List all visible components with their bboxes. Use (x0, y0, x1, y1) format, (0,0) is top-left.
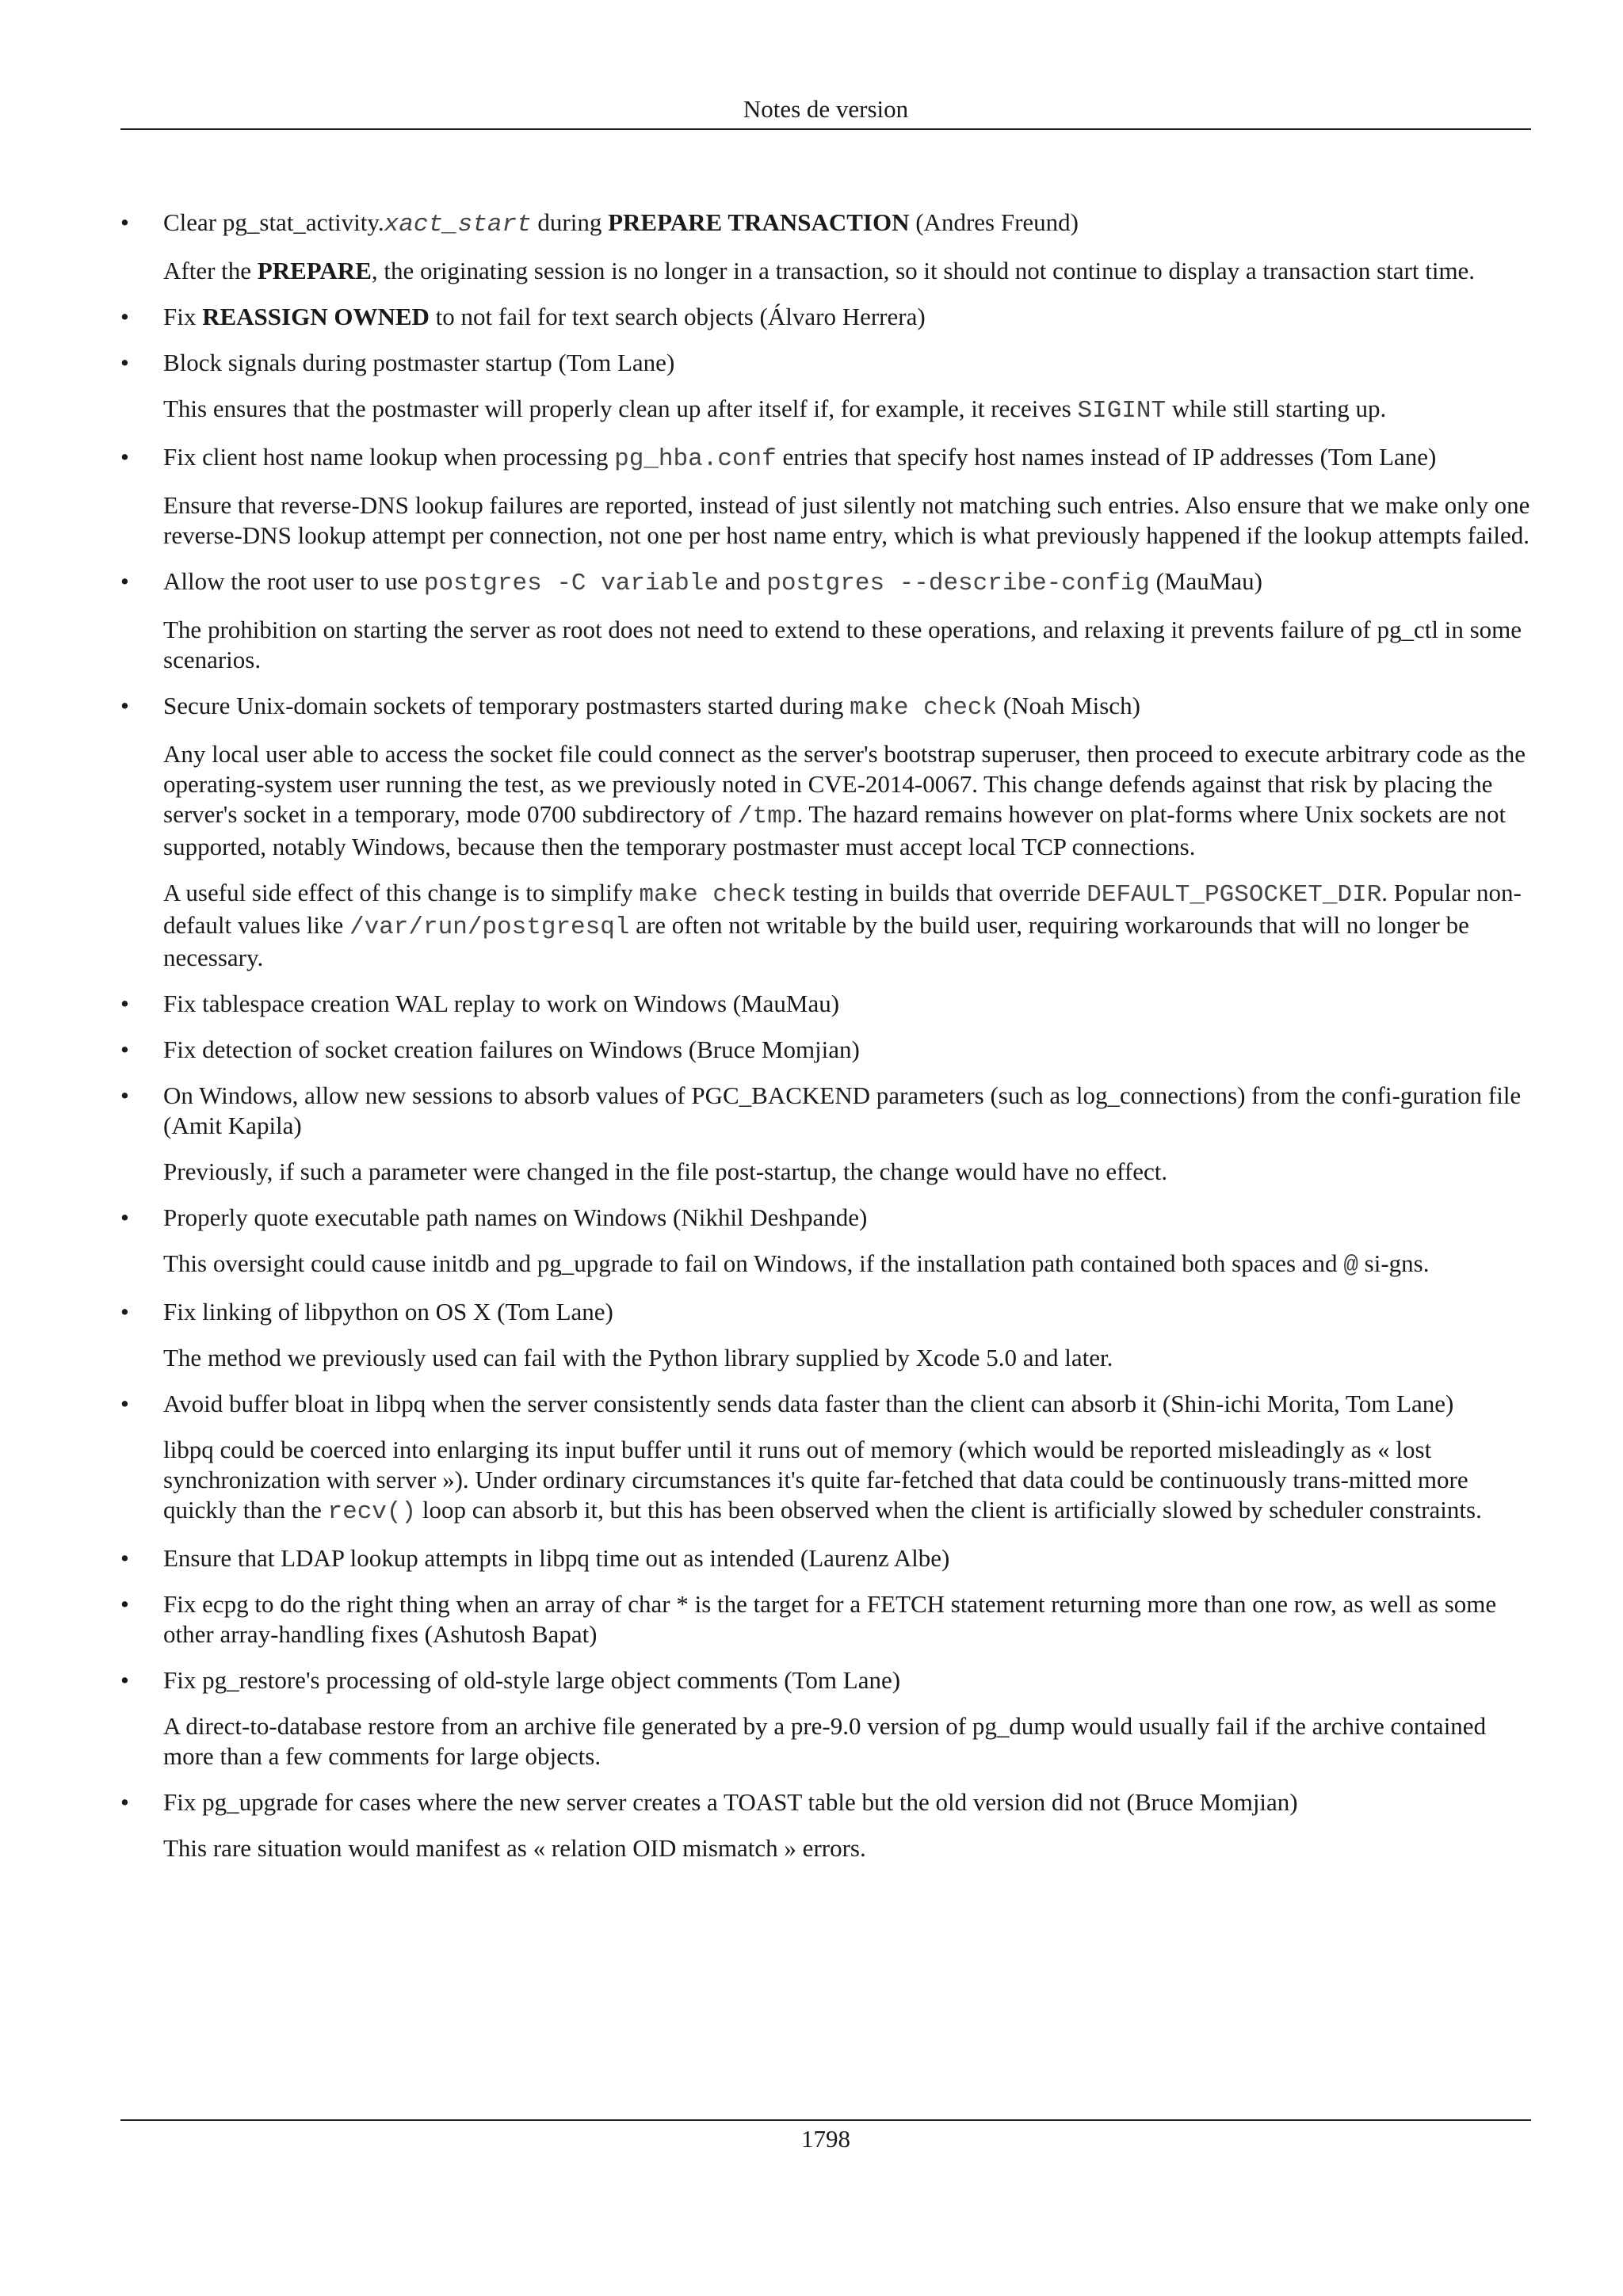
code-literal: /tmp (737, 803, 797, 830)
item-title: Ensure that LDAP lookup attempts in libpq time out as intended (Laurenz Albe) (163, 1544, 950, 1572)
bullet-icon: • (120, 443, 129, 471)
item-title: On Windows, allow new sessions to absorb values of PGC_BACKEND parameters (such as log_connections) from the confi-guration file (Amit Kapila) (163, 1081, 1522, 1139)
item-title: Properly quote executable path names on Windows (Nikhil Deshpande) (163, 1203, 868, 1231)
list-item (120, 348, 1537, 426)
command-name: REASSIGN OWNED (202, 303, 430, 330)
item-description: Any local user able to access the socket file could connect as the server's bootstrap superuser, then proceed to execute arbitrary code as the operating-system user running the test, as we previously noted in CVE-2014-0067. This change defends against that risk by placing the server's socket in a temporary, mode 0700 subdirectory of /tmp. The hazard remains however on plat-forms where Unix sockets are not supported, notably Windows, because then the temporary postmaster must accept local TCP connections. (163, 740, 1526, 860)
list-item (120, 1787, 1537, 1863)
list-item (120, 1543, 1537, 1573)
item-title: Secure Unix-domain sockets of temporary postmasters started during make check (Noah Misch) (163, 692, 1140, 722)
code-field: xact_start (384, 211, 532, 238)
code-literal: recv() (327, 1498, 417, 1526)
list-item (120, 1203, 1537, 1281)
bullet-icon: • (120, 1544, 129, 1572)
bullet-icon: • (120, 1035, 129, 1063)
code-literal: make check (639, 881, 787, 909)
item-title: Allow the root user to use postgres -C variable and postgres --describe-config (MauMau) (163, 567, 1262, 597)
bullet-icon: • (120, 1298, 129, 1325)
code-literal: @ (1343, 1252, 1358, 1280)
item-title: Block signals during postmaster startup (Tom Lane) (163, 349, 675, 376)
item-description: Ensure that reverse-DNS lookup failures are reported, instead of just silently not matching such entries. Also ensure that we make only one reverse-DNS lookup attempt per connection, not one per host name entry, which is what previously happened if the lookup attempts failed. (163, 491, 1530, 549)
item-description: The method we previously used can fail with the Python library supplied by Xcode 5.0 and later. (163, 1344, 1113, 1371)
bullet-icon: • (120, 349, 129, 376)
item-description: After the PREPARE, the originating session is no longer in a transaction, so it should not continue to display a transaction start time. (163, 257, 1476, 284)
list-item (120, 566, 1537, 675)
code-literal: postgres -C variable (423, 570, 719, 597)
bullet-icon: • (120, 567, 129, 595)
item-title: Avoid buffer bloat in libpq when the server consistently sends data faster than the client can absorb it (Shin-ichi Morita, Tom Lane) (163, 1390, 1454, 1417)
item-title: Fix ecpg to do the right thing when an array of char * is the target for a FETCH statement returning more than one row, as well as some other array-handling fixes (Ashutosh Bapat) (163, 1590, 1497, 1648)
bullet-icon: • (120, 303, 129, 330)
bullet-icon: • (120, 1203, 129, 1231)
item-title: Fix REASSIGN OWNED to not fail for text search objects (Álvaro Herrera) (163, 303, 926, 330)
bullet-icon: • (120, 1666, 129, 1694)
list-item (120, 1081, 1537, 1187)
item-description: libpq could be coerced into enlarging its input buffer until it runs out of memory (which would be reported misleadingly as « lost synchronization with server »). Under ordinary circumstances it's quite far-fetched that data could be continuously trans-mitted more quickly than the recv() loop can absorb it, but this has been observed when the client is artificially slowed by scheduler constraints. (163, 1436, 1482, 1526)
page-number: 1798 (801, 2125, 850, 2153)
header-divider (120, 128, 1531, 130)
list-item (120, 1589, 1537, 1650)
release-notes-list (120, 208, 1537, 1879)
item-title: Fix linking of libpython on OS X (Tom Lane) (163, 1298, 613, 1325)
command-name: PREPARE TRANSACTION (608, 208, 910, 236)
bullet-icon: • (120, 692, 129, 719)
bullet-icon: • (120, 208, 129, 236)
item-description: This oversight could cause initdb and pg_upgrade to fail on Windows, if the installation path contained both spaces and @ si-gns. (163, 1249, 1430, 1280)
list-item (120, 1389, 1537, 1527)
bullet-icon: • (120, 1788, 129, 1816)
list-item (120, 302, 1537, 332)
code-literal: pg_hba.conf (614, 445, 777, 473)
code-literal: DEFAULT_PGSOCKET_DIR (1086, 881, 1382, 909)
list-item (120, 989, 1537, 1019)
footer-divider (120, 2119, 1531, 2121)
code-literal: postgres --describe-config (766, 570, 1150, 597)
item-title: Fix pg_upgrade for cases where the new server creates a TOAST table but the old version did not (Bruce Momjian) (163, 1788, 1298, 1816)
item-description: A direct-to-database restore from an archive file generated by a pre-9.0 version of pg_dump would usually fail if the archive contained more than a few comments for large objects. (163, 1712, 1487, 1770)
code-literal: SIGINT (1077, 397, 1167, 425)
list-item (120, 208, 1537, 286)
bullet-icon: • (120, 990, 129, 1017)
item-title: Fix client host name lookup when processing pg_hba.conf entries that specify host names instead of IP addresses (Tom Lane) (163, 443, 1437, 473)
list-item (120, 1035, 1537, 1065)
list-item (120, 1297, 1537, 1373)
item-title: Fix tablespace creation WAL replay to work on Windows (MauMau) (163, 990, 840, 1017)
item-description: This ensures that the postmaster will properly clean up after itself if, for example, it receives SIGINT while still starting up. (163, 395, 1387, 425)
bullet-icon: • (120, 1590, 129, 1618)
bullet-icon: • (120, 1390, 129, 1417)
item-description: This rare situation would manifest as « relation OID mismatch » errors. (163, 1834, 866, 1862)
command-name: PREPARE (257, 257, 372, 284)
code-literal: make check (850, 694, 998, 722)
list-item (120, 691, 1537, 973)
item-title: Fix pg_restore's processing of old-style large object comments (Tom Lane) (163, 1666, 901, 1694)
code-literal: /var/run/postgresql (349, 913, 630, 941)
item-description: The prohibition on starting the server as root does not need to extend to these operations, and relaxing it prevents failure of pg_ctl in some scenarios. (163, 616, 1522, 673)
bullet-icon: • (120, 1081, 129, 1109)
item-title: Clear pg_stat_activity.xact_start during PREPARE TRANSACTION (Andres Freund) (163, 208, 1079, 238)
item-description: Previously, if such a parameter were changed in the file post-startup, the change would have no effect. (163, 1158, 1168, 1185)
item-title: Fix detection of socket creation failures on Windows (Bruce Momjian) (163, 1035, 860, 1063)
page-header-title: Notes de version (743, 95, 909, 123)
list-item (120, 442, 1537, 551)
list-item (120, 1665, 1537, 1772)
item-description: A useful side effect of this change is to simplify make check testing in builds that override DEFAULT_PGSOCKET_DIR. Popular non-default values like /var/run/postgresql are often not writable by the build user, requiring workarounds that will no longer be necessary. (163, 879, 1522, 971)
